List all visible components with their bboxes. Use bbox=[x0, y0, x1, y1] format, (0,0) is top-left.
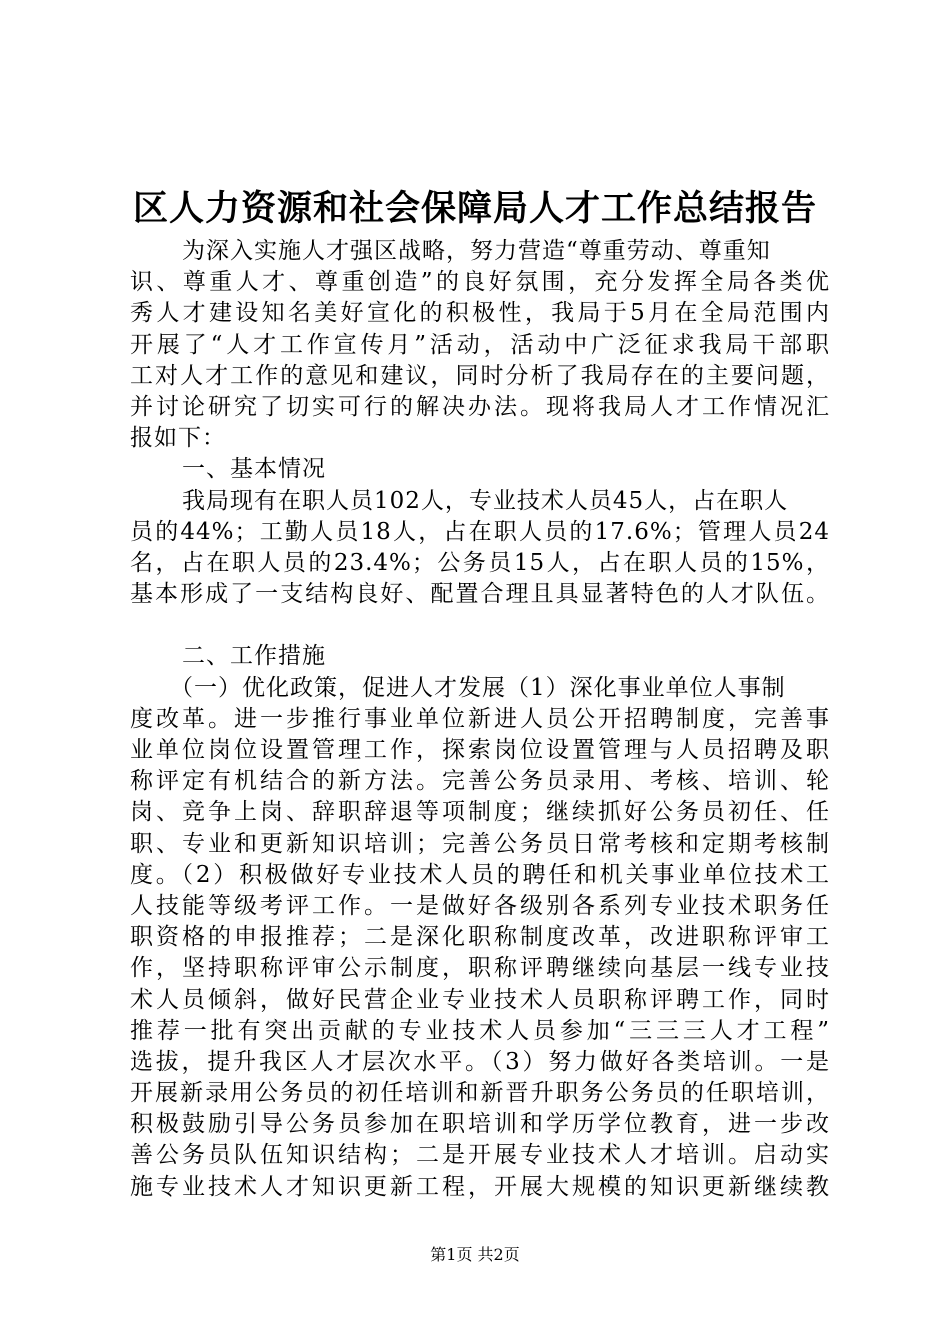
section-heading: 二、工作措施 bbox=[182, 643, 326, 670]
paragraph-line: 积极鼓励引导公务员参加在职培训和学历学位教育，进一步改 bbox=[130, 1111, 830, 1138]
paragraph-line: 善公务员队伍知识结构；二是开展专业技术人才培训。启动实 bbox=[130, 1142, 830, 1169]
paragraph-line: 识、尊重人才、尊重创造”的良好氛围，充分发挥全局各类优 bbox=[130, 269, 830, 296]
paragraph-line: 开展了“人才工作宣传月”活动，活动中广泛征求我局干部职 bbox=[130, 331, 830, 358]
section-heading: 一、基本情况 bbox=[182, 456, 326, 483]
paragraph-line: 人技能等级考评工作。一是做好各级别各系列专业技术职务任 bbox=[130, 892, 830, 919]
paragraph-line: 秀人才建设知名美好宣化的积极性，我局于5月在全局范围内 bbox=[130, 300, 830, 327]
paragraph-line: 业单位岗位设置管理工作，探索岗位设置管理与人员招聘及职 bbox=[130, 737, 830, 763]
paragraph-line: 称评定有机结合的新方法。完善公务员录用、考核、培训、轮 bbox=[130, 768, 830, 795]
paragraph-line: 开展新录用公务员的初任培训和新晋升职务公务员的任职培训， bbox=[130, 1080, 830, 1107]
document-body bbox=[130, 236, 830, 1203]
paragraph-line: 名，占在职人员的23.4%；公务员15人，占在职人员的15%， bbox=[130, 549, 830, 576]
paragraph-line: 职资格的申报推荐；二是深化职称制度改革，改进职称评审工 bbox=[130, 924, 830, 951]
paragraph-line: 度改革。进一步推行事业单位新进人员公开招聘制度，完善事 bbox=[130, 705, 830, 732]
paragraph-line: 工对人才工作的意见和建议，同时分析了我局存在的主要问题， bbox=[130, 362, 830, 389]
paragraph-line: （一）优化政策，促进人才发展（1）深化事业单位人事制 bbox=[170, 674, 786, 701]
paragraph-line: 员的44%；工勤人员18人，占在职人员的17.6%；管理人员24 bbox=[130, 518, 830, 545]
paragraph-line: 度。（2）积极做好专业技术人员的聘任和机关事业单位技术工 bbox=[130, 861, 830, 888]
paragraph-line: 并讨论研究了切实可行的解决办法。现将我局人才工作情况汇 bbox=[130, 393, 830, 420]
paragraph-line: 基本形成了一支结构良好、配置合理且具显著特色的人才队伍。 bbox=[130, 581, 830, 608]
paragraph-line: 我局现有在职人员102人，专业技术人员45人，占在职人 bbox=[182, 487, 789, 514]
page-number-footer: 第1页 共2页 bbox=[430, 1245, 520, 1264]
paragraph-line: 术人员倾斜，做好民营企业专业技术人员职称评聘工作，同时 bbox=[130, 986, 830, 1013]
paragraph-line: 报如下： bbox=[130, 425, 226, 452]
paragraph-line: 选拔，提升我区人才层次水平。（3）努力做好各类培训。一是 bbox=[130, 1048, 830, 1075]
paragraph-line: 职、专业和更新知识培训；完善公务员日常考核和定期考核制 bbox=[130, 830, 830, 857]
paragraph-line: 作，坚持职称评审公示制度，职称评聘继续向基层一线专业技 bbox=[130, 955, 830, 982]
blank-line bbox=[130, 610, 830, 641]
paragraph-line: 为深入实施人才强区战略，努力营造“尊重劳动、尊重知 bbox=[182, 238, 771, 264]
paragraph-line: 推荐一批有突出贡献的专业技术人员参加“三三三人才工程” bbox=[130, 1017, 830, 1044]
paragraph-line: 岗、竞争上岗、辞职辞退等项制度；继续抓好公务员初任、任 bbox=[130, 799, 830, 826]
document-title: 区人力资源和社会保障局人才工作总结报告 bbox=[132, 188, 817, 229]
paragraph-line: 施专业技术人才知识更新工程，开展大规模的知识更新继续教 bbox=[130, 1173, 830, 1200]
